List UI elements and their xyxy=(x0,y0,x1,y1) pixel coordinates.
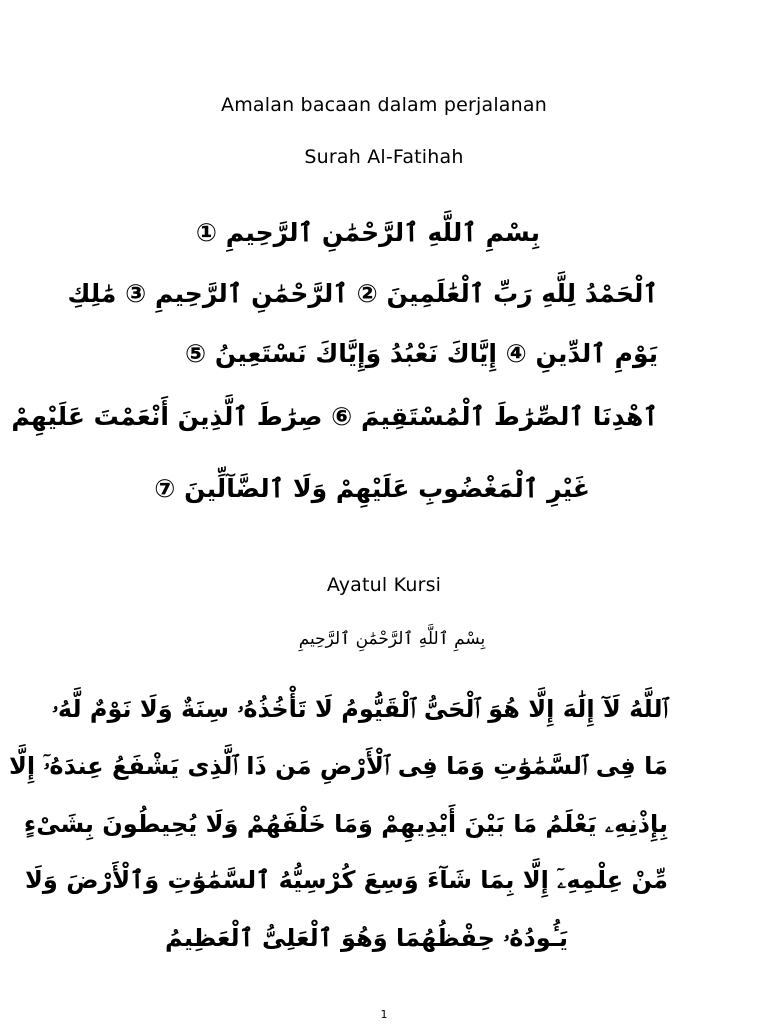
kursi-verse-line: ٱللَّهُ لَآ إِلَٰهَ إِلَّا هُوَ ٱلْحَىُّ ٱلْقَيُّومُ لَا تَأْخُذُهُۥ سِنَةٌ وَلَا نَوْمٌ لَّهُۥ xyxy=(51,695,668,723)
page-number: 1 xyxy=(380,1008,388,1021)
kursi-verse-line: مَا فِى ٱلسَّمَٰوَٰتِ وَمَا فِى ٱلْأَرْضِ مَن ذَا ٱلَّذِى يَشْفَعُ عِندَهُۥٓ إِلَّا xyxy=(8,752,668,780)
fatihah-bismillah: بِسْمِ ٱللَّهِ ٱلرَّحْمَٰنِ ٱلرَّحِيمِ ① xyxy=(195,218,540,247)
fatihah-verse-line: يَوْمِ ٱلدِّينِ ④ إِيَّاكَ نَعْبُدُ وَإِيَّاكَ نَسْتَعِينُ ⑤ xyxy=(184,339,658,368)
kursi-verse-line: مِّنْ عِلْمِهِۦٓ إِلَّا بِمَا شَآءَ وَسِعَ كُرْسِيُّهُ ٱلسَّمَٰوَٰتِ وَٱلْأَرْضَ وَلَا xyxy=(25,866,668,894)
ayatul-kursi-heading: Ayatul Kursi xyxy=(326,574,442,596)
fatihah-verse-line: غَيْرِ ٱلْمَغْضُوبِ عَلَيْهِمْ وَلَا ٱلضَّآلِّينَ ⑦ xyxy=(154,474,590,503)
fatihah-verse-line: ٱلْحَمْدُ لِلَّهِ رَبِّ ٱلْعَٰلَمِينَ ② ٱلرَّحْمَٰنِ ٱلرَّحِيمِ ③ مَٰلِكِ xyxy=(67,279,658,308)
surah-fatihah-heading: Surah Al-Fatihah xyxy=(304,146,464,168)
fatihah-verse-line: ٱهْدِنَا ٱلصِّرَٰطَ ٱلْمُسْتَقِيمَ ⑥ صِرَٰطَ ٱلَّذِينَ أَنْعَمْتَ عَلَيْهِمْ xyxy=(11,402,658,431)
document-title: Amalan bacaan dalam perjalanan xyxy=(221,94,547,116)
kursi-verse-line: يَـُٔودُهُۥ حِفْظُهُمَا وَهُوَ ٱلْعَلِىُّ ٱلْعَظِيمُ xyxy=(165,924,568,952)
kursi-bismillah: بِسْمِ ٱللَّهِ ٱلرَّحْمَٰنِ ٱلرَّحِيمِ xyxy=(298,629,486,649)
kursi-verse-line: بِإِذْنِهِۦ يَعْلَمُ مَا بَيْنَ أَيْدِيهِمْ وَمَا خَلْفَهُمْ وَلَا يُحِيطُونَ بِشَىْءٍ xyxy=(23,810,668,838)
